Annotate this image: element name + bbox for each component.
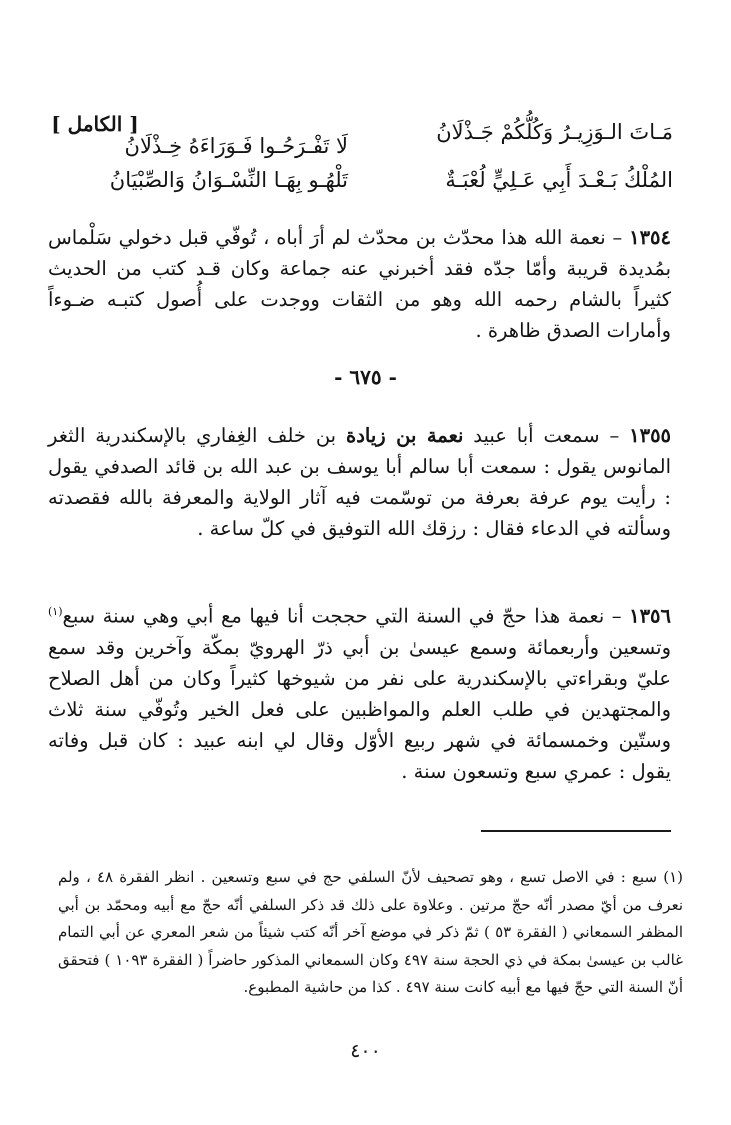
footnote-mark: (١) (663, 868, 683, 886)
entry-number: ١٣٥٦ (629, 604, 672, 628)
entry-text: نعمة الله هذا محدّث بن محدّث لم أرَ أباه ، تُوفّي قبل دخولي سَلْماس بمُديدة قريبة وأمّا جدّه فقد أخبرني عنه جماعة وكان قـد كتب من الحديث كثيراً بالشام رحمه الله وهو من الثقات ووجدت على أُصول كتبـه ضـوءاً وأمارات الصدق ظاهرة . (48, 226, 671, 342)
poem-line1-second-hemistich: لَا تَفْـرَحُـوا فَـوَرَاءَهُ خِـذْلَانُ (124, 134, 348, 158)
poem-meter-label: [ الكامل ] (51, 112, 139, 136)
entry-text: نعمة هذا حجّ في السنة التي حججت أنا فيها مع أبي وهي سنة سبع (62, 604, 605, 628)
entry-subject-name: نعمة بن زيادة (345, 424, 464, 447)
footnote-reference[interactable]: (١) (48, 605, 63, 618)
page-number: ٤٠٠ (350, 1040, 381, 1062)
poem-line1-first-hemistich: مَـاتَ الـوَزِيـرُ وَكُلُّكُمْ جَـذْلَانُ (436, 120, 673, 144)
footnote-text: سبع : في الاصل تسع ، وهو تصحيف لأنّ السلفي حج في سبع وتسعين . انظر الفقرة ٤٨ ، ولم نعرف من أيّ مصدر أنّه حجّ مرتين . وعلاوة على ذلك قد ذكر السلفي أنّه حجّ مع أبيه ومحمّد بن أبي المظفر السمعاني ( الفقرة ٥٣ ) ثمّ ذكر في موضع آخر أنّه كتب شيئاً من شعر المعري عن أبي التمام غالب بن عيسىٰ بمكة في ذي الحجة سنة ٤٩٧ وكان السمعاني المذكور حاضراً ( الفقرة ١٠٩٣ ) فتحقق أنّ السنة التي حجّ فيها مع أبيه كانت سنة ٤٩٧ . كذا من حاشية المطبوع. (58, 868, 684, 996)
entry-text: بن خلف الغِفاري بالإسكندرية الثغر المانوس يقول : سمعت أبا سالم أبا يوسف بن عبد الله بن قائد الصدفي يقول : رأيت يوم عرفة بعرفة من توسّمت فيه آثار الولاية والمعرفة بالله فقصدته وسألته في الدعاء فقال : رزقك الله التوفيق في كلّ ساعة . (48, 424, 671, 540)
entry-text: وتسعين وأربعمائة وسمع عيسىٰ بن أبي ذرّ الهرويّ بمكّة وآخرين وقد سمع عليّ وبقراءتي بالإسكندرية على نفر من شيوخها كثيراً وكان من أهل الصلاح والمجتهدين في طلب العلم والمواظبين على فعل الخير وتُوفّي سنة ثلاث وستّين وخمسمائة في شهر ربيع الأوّل وقال لي ابنه عبيد : كان قبل وفاته يقول : عمري سبع وتسعون سنة . (48, 635, 671, 783)
poem-line2-second-hemistich: تَلْهُـو بِهَـا النِّسْـوَانُ وَالصِّبْيَانُ (109, 168, 348, 192)
original-page-marker: - ٦٧٥ - (334, 365, 397, 389)
entry-text: سمعت أبا عبيد (473, 424, 600, 447)
entry-1356: ١٣٥٦ – نعمة هذا حجّ في السنة التي حججت أنا فيها مع أبي وهي سنة سبع$^{(١)}$ وتسعين وأربعمائة وسمع عيسىٰ بن أبي ذرّ الهرويّ بمكّة وآخرين وقد سمع عليّ وبقراءتي بالإسكندرية على نفر من شيوخها كثيراً وكان من أهل الصلاح والمجتهدين في طلب العلم والمواظبين على فعل الخير وتُوفّي سنة ثلاث وستّين وخمسمائة في شهر ربيع الأوّل وقال لي ابنه عبيد : كان قبل وفاته يقول : عمري سبع وتسعون سنة . (48, 604, 672, 783)
footnote-divider (481, 830, 671, 832)
entry-number: ١٣٥٤ (629, 226, 671, 249)
entry-1354: ١٣٥٤ – نعمة الله هذا محدّث بن محدّث لم أرَ أباه ، تُوفّي قبل دخولي سَلْماس بمُديدة قريبة وأمّا جدّه فقد أخبرني عنه جماعة وكان قـد كتب من الحديث كثيراً بالشام رحمه الله وهو من الثقات ووجدت على أُصول كتبـه ضـوءاً وأمارات الصدق ظاهرة . (48, 226, 671, 342)
entry-1355: ١٣٥٥ – سمعت أبا عبيد نعمة بن زيادة بن خلف الغِفاري بالإسكندرية الثغر المانوس يقول : سمعت أبا سالم أبا يوسف بن عبد الله بن قائد الصدفي يقول : رأيت يوم عرفة بعرفة من توسّمت فيه آثار الولاية والمعرفة بالله فقصدته وسألته في الدعاء فقال : رزقك الله التوفيق في كلّ ساعة . (48, 424, 672, 540)
poem-line2-first-hemistich: المُلْكُ بَـعْـدَ أَبِي عَـلِيٍّ لُعْبَـةٌ (445, 168, 673, 192)
footnote (58, 864, 683, 1002)
entry-number: ١٣٥٥ (629, 424, 672, 447)
